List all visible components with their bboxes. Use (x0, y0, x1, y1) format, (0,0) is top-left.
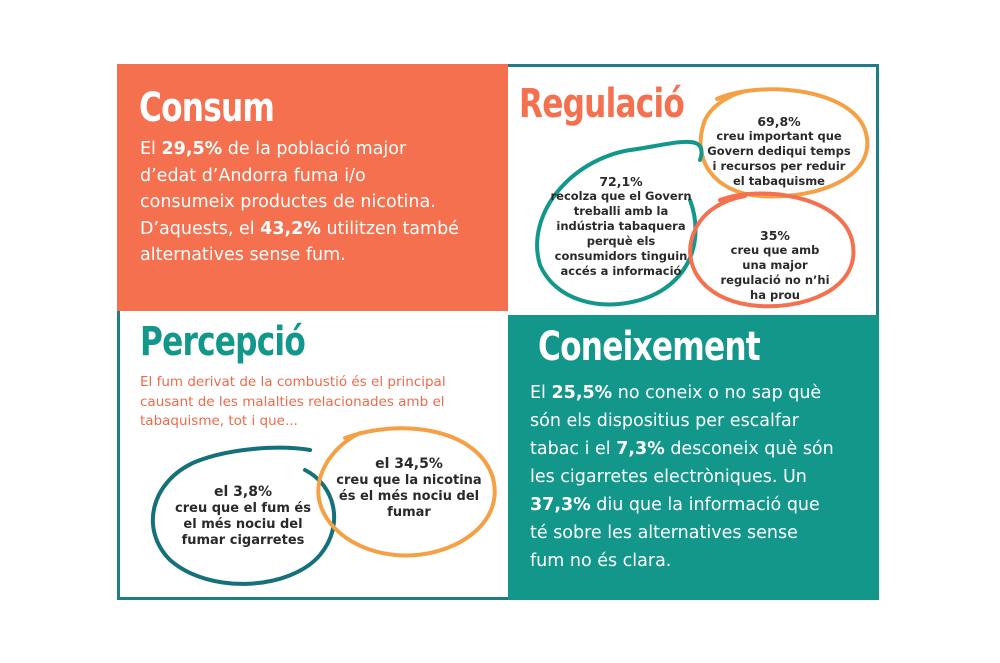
percepcio-intro: El fum derivat de la combustió és el principal causant de les malalties relacionades amb el tabaquisme, tot i que... (140, 374, 446, 429)
coneixement-text: El 25,5% no coneix o no sap què són els dispositius per escalfar tabac i el 7,3% desconeix què són les cigarretes electròniques. Un 37,3% diu que la informació que té sobre les alternatives sense fum no és clara. (530, 383, 834, 571)
regulacio-title: Regulació (519, 81, 685, 127)
regulacio-bubble-72: 72,1% recolza que el Govern treballi amb la indústria tabaquera perquè els consumidors tinguin accés a informació (550, 174, 692, 278)
regulacio-bubble-69: 69,8% creu important que Govern dediqui temps i recursos per reduir el tabaquisme (707, 114, 851, 188)
coneixement-title: Coneixement (538, 324, 760, 370)
percepcio-bubble-345: el 34,5% creu que la nicotina és el més nociu del fumar (336, 456, 482, 520)
consum-text: El 29,5% de la població major d’edat d’Andorra fuma i/o consumeix productes de nicotina. D’aquests, el 43,2% utilitzen també alternatives sense fum. (140, 139, 459, 265)
regulacio-bubble-35: 35% creu que amb una major regulació no n’hi ha prou (720, 228, 830, 302)
percepcio-title: Percepció (140, 319, 306, 365)
consum-title: Consum (139, 85, 275, 131)
percepcio-bubble-38: el 3,8% creu que el fum és el més nociu del fumar cigarretes (175, 484, 311, 548)
